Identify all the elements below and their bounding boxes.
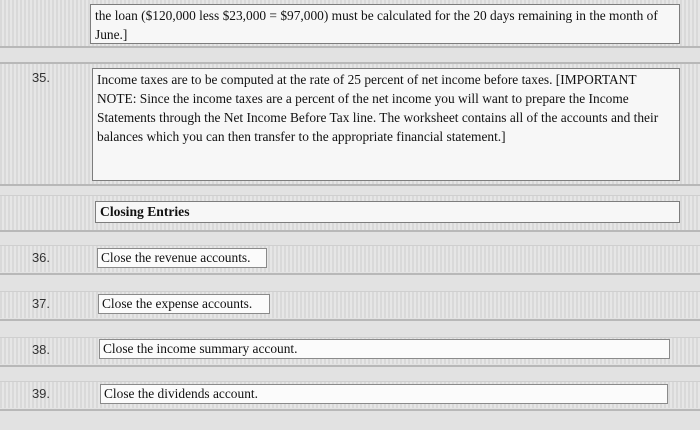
row-number-39: 39.: [31, 386, 51, 401]
closing-entries-heading: Closing Entries: [95, 201, 680, 223]
close-revenue-accounts-field[interactable]: Close the revenue accounts.: [97, 248, 267, 268]
row-number-38: 38.: [31, 342, 51, 357]
row-divider: [0, 291, 700, 292]
row-divider: [0, 365, 700, 367]
row-divider: [0, 381, 700, 382]
row-divider: [0, 184, 700, 186]
loan-instruction-text: the loan ($120,000 less $23,000 = $97,000) must be calculated for the 20 days remaining in the month of June.]: [90, 4, 680, 44]
row-divider: [0, 46, 700, 48]
row-divider: [0, 245, 700, 246]
row-divider: [0, 195, 700, 196]
close-expense-accounts-field[interactable]: Close the expense accounts.: [98, 294, 270, 314]
row-number-36: 36.: [31, 250, 51, 265]
row-divider: [0, 230, 700, 232]
close-income-summary-account-field[interactable]: Close the income summary account.: [99, 339, 670, 359]
row-divider: [0, 409, 700, 411]
row-divider: [0, 337, 700, 338]
close-dividends-account-field[interactable]: Close the dividends account.: [100, 384, 668, 404]
row-number-37: 37.: [31, 296, 51, 311]
row-divider: [0, 62, 700, 64]
income-tax-instruction-text: Income taxes are to be computed at the rate of 25 percent of net income before taxes. [IMPORTANT NOTE: Since the income taxes are a percent of the net income you will want to prepare the Income Statements through the Net Income Before Tax line. The worksheet contains all of the accounts and their balances which you can then transfer to the appropriate financial statement.]: [92, 68, 680, 181]
row-divider: [0, 273, 700, 275]
row-divider: [0, 319, 700, 321]
row-number-35: 35.: [31, 70, 51, 85]
